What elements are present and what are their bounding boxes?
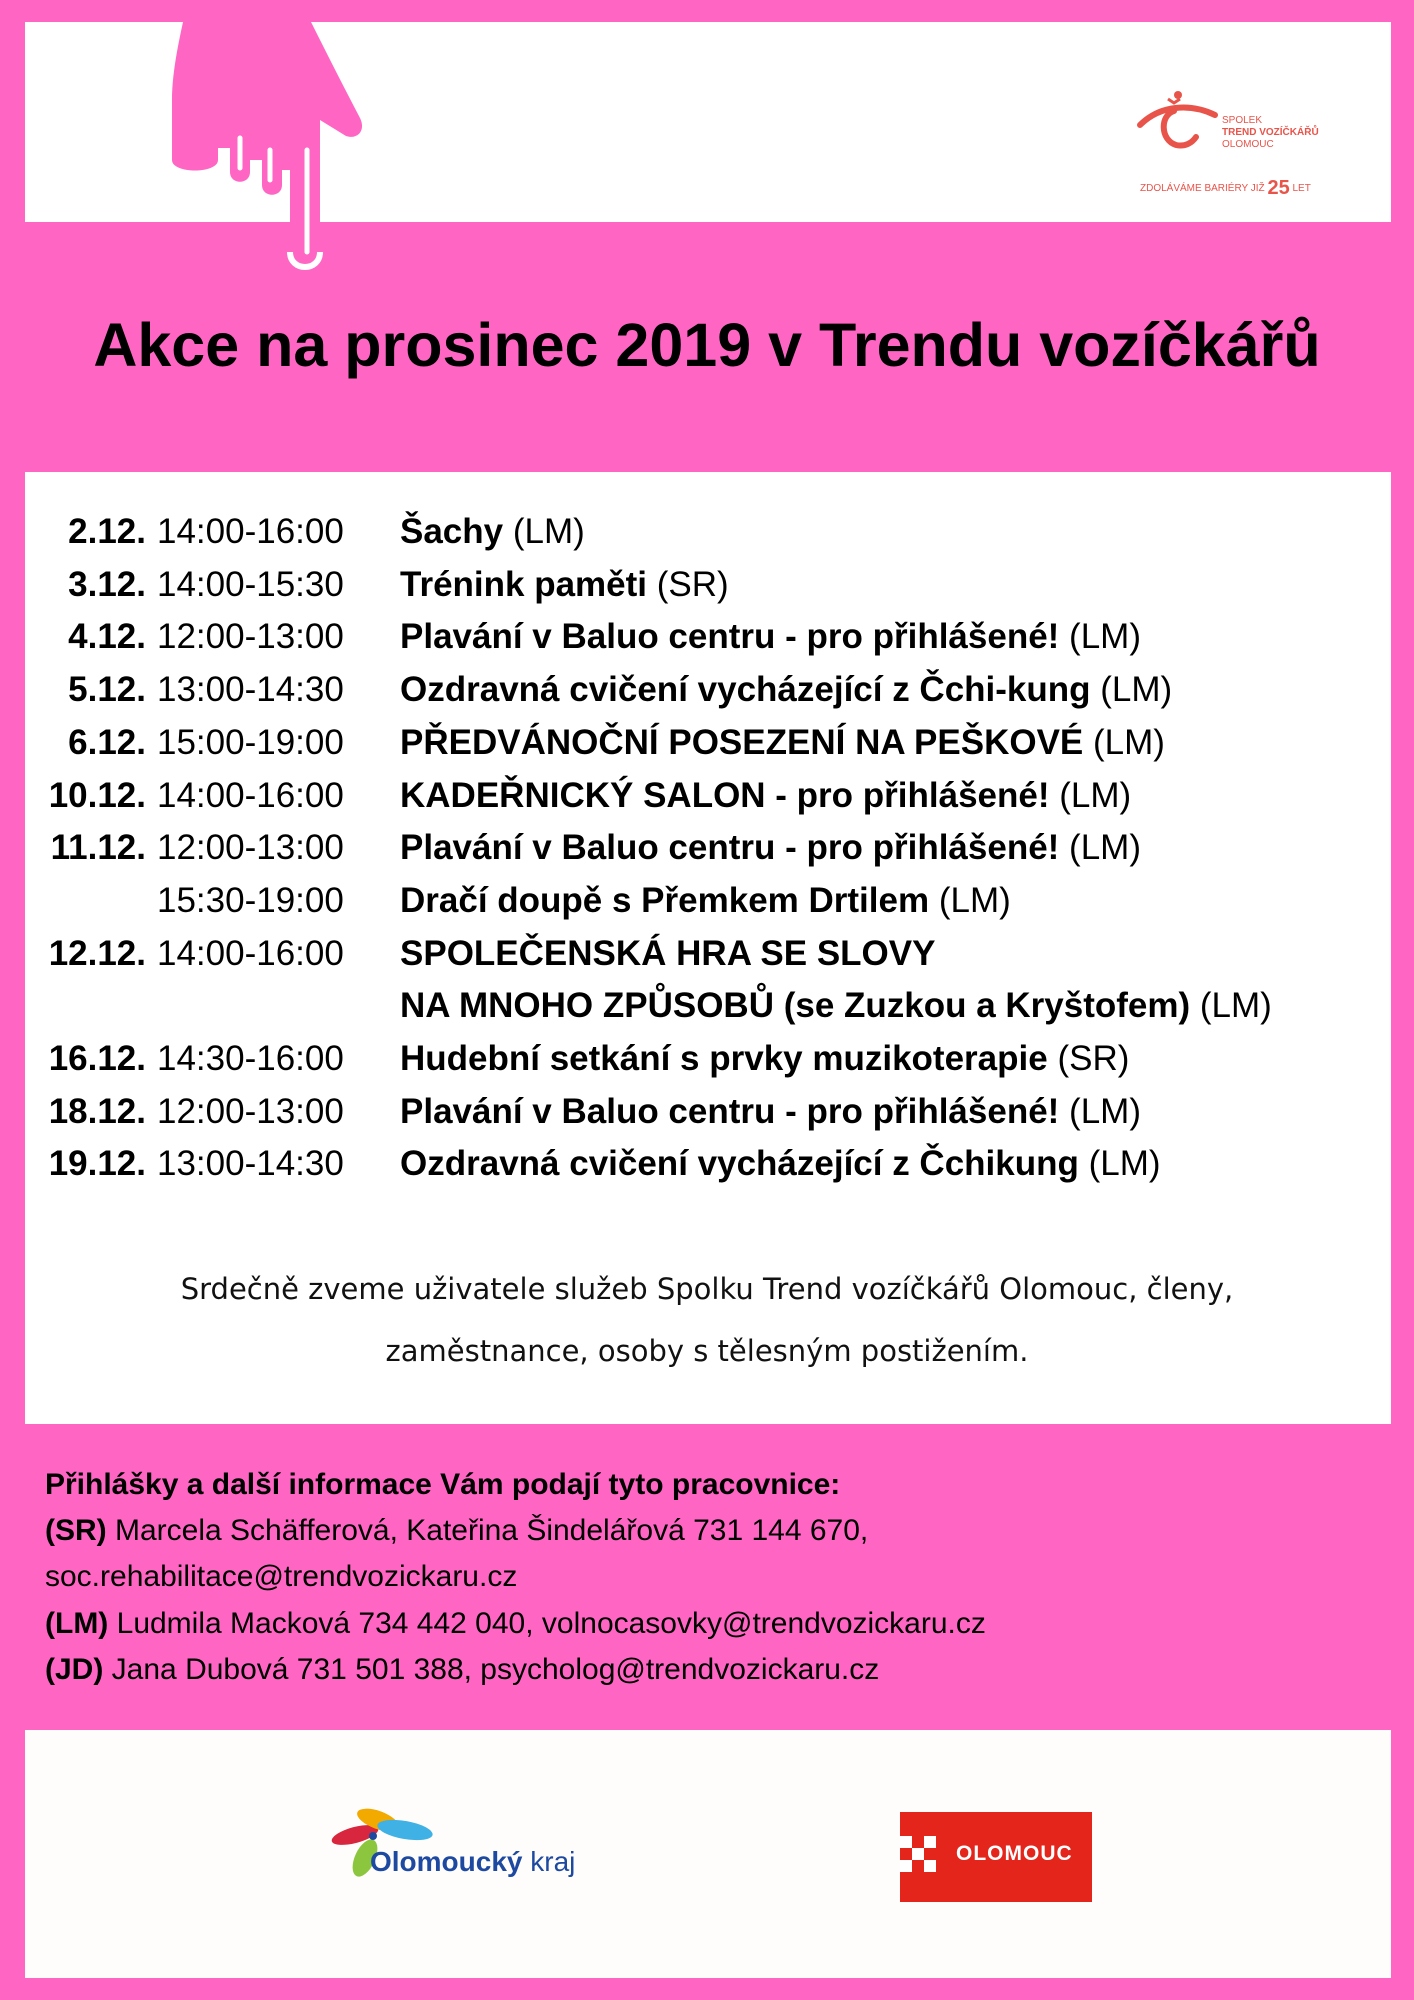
sponsor-panel (25, 1730, 1391, 1978)
event-name: SPOLEČENSKÁ HRA SE SLOVY (400, 933, 936, 973)
contact-lm (45, 1607, 986, 1641)
event-name: Ozdravná cvičení vycházející z Čchikung (400, 1144, 1079, 1184)
event-location-tag: (LM) (1059, 828, 1141, 868)
olomouc-city-logo (900, 1812, 1092, 1902)
event-date: 11.12. (50, 828, 146, 868)
event-title (400, 828, 1141, 868)
logo-line-olomouc: OLOMOUC (1222, 139, 1274, 150)
contact-lm-code: (LM) (45, 1607, 109, 1640)
event-date: 12.12. (48, 933, 146, 973)
event-date: 3.12. (68, 564, 146, 604)
contact-sr (45, 1514, 868, 1548)
contact-sr-text: Marcela Schäfferová, Kateřina Šindelářová 731 144 670, (106, 1514, 869, 1547)
event-time: 14:00-16:00 (157, 775, 344, 815)
event-title (400, 512, 585, 552)
event-date: 16.12. (48, 1039, 146, 1078)
event-time: 13:00-14:30 (157, 670, 344, 710)
event-date: 10.12. (48, 775, 146, 815)
event-date: 19.12. (48, 1144, 146, 1184)
page-title: Akce na prosinec 2019 v Trendu vozíčkářů (93, 311, 1321, 379)
event-date: 6.12. (68, 722, 146, 762)
logo-slogan (1140, 177, 1311, 200)
invitation-text (70, 1258, 1344, 1382)
event-name: Plavání v Baluo centru - pro přihlášené! (400, 828, 1060, 868)
event-time: 15:00-19:00 (157, 722, 344, 762)
event-location-tag: (SR) (647, 564, 729, 604)
event-time: 14:00-16:00 (157, 512, 344, 551)
olomoucky-kraj-logo (290, 1780, 620, 1900)
trend-vozickaru-logo (1130, 85, 1350, 199)
event-location-tag: (LM) (1049, 775, 1132, 815)
event-title (400, 1144, 1161, 1184)
event-name: Plavání v Baluo centru - pro přihlášené! (400, 1091, 1060, 1131)
kraj-bold: Olomoucký (370, 1846, 523, 1877)
event-location-tag: (LM) (1090, 670, 1173, 710)
event-name: NA MNOHO ZPŮSOBŮ (se Zuzkou a Kryštofem) (400, 986, 1191, 1026)
event-title (400, 776, 1131, 816)
slogan-prefix: ZDOLÁVÁME BARIÉRY JIŽ (1140, 183, 1265, 194)
city-name: OLOMOUC (956, 1842, 1073, 1865)
event-name: Šachy (400, 512, 504, 551)
invitation-line-2: zaměstnance, osoby s tělesným postižením. (385, 1334, 1029, 1368)
event-name: Plavání v Baluo centru - pro přihlášené! (400, 617, 1060, 657)
contact-jd-code: (JD) (45, 1653, 104, 1686)
pointing-hand-icon (170, 0, 370, 280)
event-title (400, 1039, 1129, 1079)
event-location-tag: (LM) (1059, 1091, 1141, 1131)
event-time: 12:00-13:00 (157, 1091, 344, 1131)
contact-sr-email[interactable]: soc.rehabilitace@trendvozickaru.cz (45, 1560, 518, 1593)
invitation-line-1: Srdečně zveme uživatele služeb Spolku Trend vozíčkářů Olomouc, členy, (180, 1272, 1234, 1306)
contact-jd-text: Jana Dubová 731 501 388, psycholog@trendvozickaru.cz (103, 1653, 880, 1686)
contact-lm-text: Ludmila Macková 734 442 040, volnocasovky@trendvozickaru.cz (108, 1607, 986, 1640)
event-name: PŘEDVÁNOČNÍ POSEZENÍ NA PEŠKOVÉ (400, 722, 1084, 762)
event-date: 18.12. (48, 1091, 146, 1131)
slogan-number: 25 (1267, 177, 1290, 199)
event-title (400, 881, 1011, 921)
event-location-tag: (LM) (503, 512, 585, 551)
event-location-tag: (LM) (1059, 617, 1141, 657)
contact-sr-code: (SR) (45, 1514, 107, 1547)
event-time: 12:00-13:00 (157, 828, 344, 868)
event-title (400, 617, 1141, 657)
event-title (400, 723, 1165, 763)
event-title (400, 986, 1272, 1026)
event-title (400, 670, 1172, 710)
event-date: 5.12. (68, 670, 146, 710)
event-location-tag: (LM) (1083, 722, 1165, 762)
event-name: Ozdravná cvičení vycházející z Čchi-kung (400, 670, 1091, 710)
event-location-tag: (LM) (1190, 986, 1272, 1026)
kraj-wordmark (370, 1846, 575, 1878)
event-time: 14:30-16:00 (157, 1039, 344, 1078)
event-title (400, 934, 935, 974)
event-title (400, 565, 729, 605)
event-name: Trénink paměti (400, 564, 648, 604)
event-time: 13:00-14:30 (157, 1144, 344, 1184)
event-time: 14:00-16:00 (157, 933, 344, 973)
event-time: 15:30-19:00 (157, 880, 344, 920)
event-time: 14:00-15:30 (157, 564, 344, 604)
event-name: Dračí doupě s Přemkem Drtilem (400, 880, 930, 920)
event-location-tag: (SR) (1047, 1039, 1130, 1078)
logo-line-trend: TREND VOZÍČKÁŘŮ (1222, 127, 1319, 138)
event-location-tag: (LM) (929, 880, 1011, 920)
event-date: 2.12. (68, 512, 146, 551)
logo-line-spolek: SPOLEK (1222, 115, 1263, 126)
event-date: 4.12. (68, 617, 146, 657)
event-name: KADEŘNICKÝ SALON - pro přihlášené! (400, 775, 1050, 815)
contacts-heading: Přihlášky a další informace Vám podají tyto pracovnice: (45, 1468, 841, 1501)
wheelchair-swoosh-icon (1130, 85, 1220, 165)
slogan-suffix: LET (1292, 183, 1311, 194)
checker-icon (900, 1812, 940, 1902)
event-time: 12:00-13:00 (157, 617, 344, 657)
event-location-tag: (LM) (1078, 1144, 1161, 1184)
contact-jd (45, 1653, 879, 1687)
kraj-rest: kraj (522, 1846, 576, 1877)
event-title (400, 1092, 1141, 1132)
event-name: Hudební setkání s prvky muzikoterapie (400, 1039, 1048, 1078)
